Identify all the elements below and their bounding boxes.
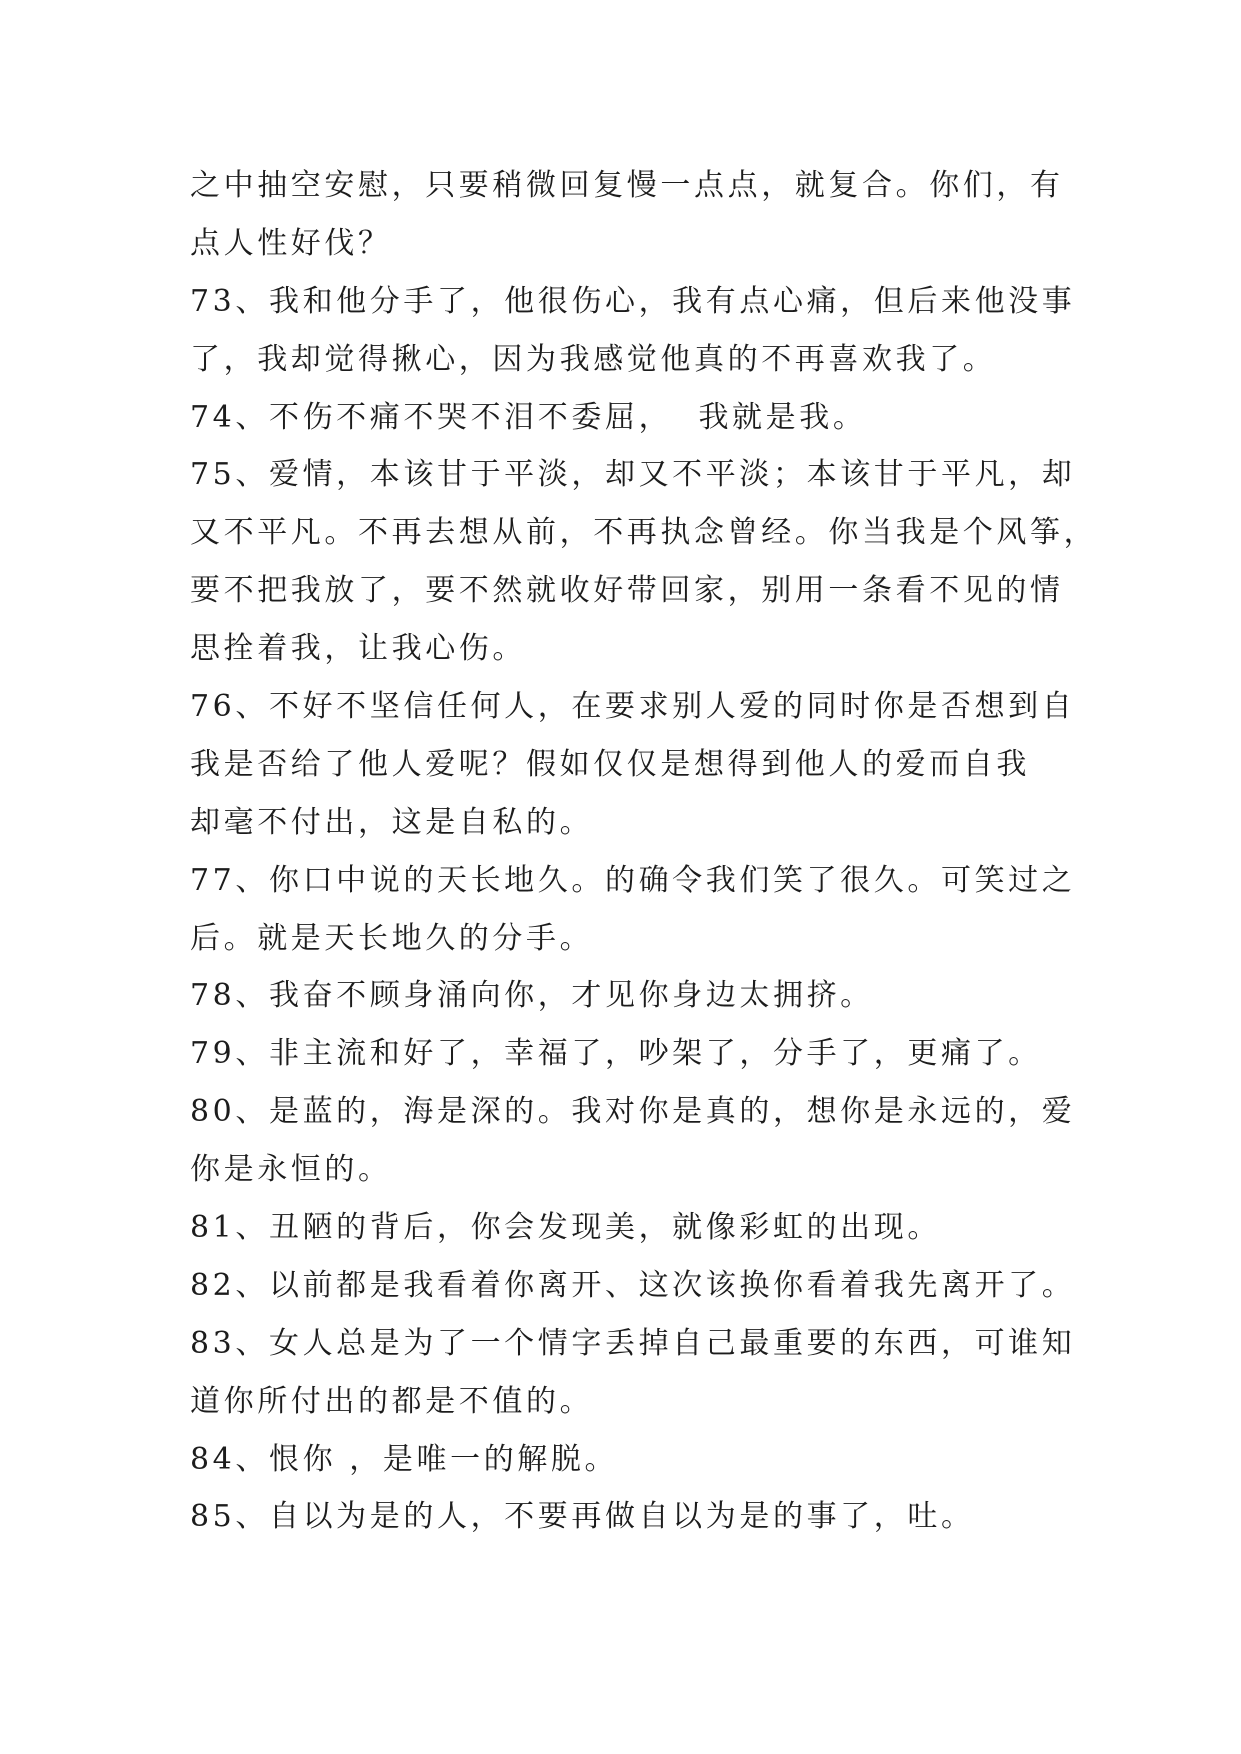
text-line: 85、自以为是的人，不要再做自以为是的事了，吐。 (190, 1499, 975, 1535)
text-line: 79、非主流和好了，幸福了，吵架了，分手了，更痛了。 (190, 1036, 1042, 1072)
text-line: 73、我和他分手了，他很伤心，我有点心痛，但后来他没事 (190, 283, 1076, 319)
text-line: 我是否给了他人爱呢？假如仅仅是想得到他人的爱而自我 (190, 746, 1030, 782)
text-line: 道你所付出的都是不值的。 (190, 1383, 594, 1419)
text-line: 74、不伤不痛不哭不泪不委屈， 我就是我。 (190, 399, 867, 435)
text-line: 75、爱情，本该甘于平淡，却又不平淡；本该甘于平凡，却 (190, 457, 1076, 493)
document-body (190, 157, 1098, 1546)
text-line: 你是永恒的。 (190, 1152, 392, 1188)
text-line: 77、你口中说的天长地久。的确令我们笑了很久。可笑过之 (190, 862, 1076, 898)
text-line: 81、丑陋的背后，你会发现美，就像彩虹的出现。 (190, 1210, 941, 1246)
text-line: 要不把我放了，要不然就收好带回家，别用一条看不见的情 (190, 573, 1064, 609)
text-line: 76、不好不坚信任何人，在要求别人爱的同时你是否想到自 (190, 689, 1076, 725)
text-line: 之中抽空安慰，只要稍微回复慢一点点，就复合。你们，有 (190, 168, 1064, 203)
text-line: 后。就是天长地久的分手。 (190, 920, 594, 956)
text-line: 了，我却觉得揪心，因为我感觉他真的不再喜欢我了。 (190, 341, 997, 377)
text-line: 却毫不付出，这是自私的。 (190, 804, 594, 840)
text-line: 80、是蓝的，海是深的。我对你是真的，想你是永远的，爱 (190, 1094, 1076, 1130)
text-line: 83、女人总是为了一个情字丢掉自己最重要的东西，可谁知 (190, 1325, 1076, 1361)
text-line: 84、恨你 ，是唯一的解脱。 (190, 1441, 619, 1477)
text-line: 82、以前都是我看着你离开、这次该换你看着我先离开了。 (190, 1267, 1076, 1303)
text-line: 思拴着我，让我心伤。 (190, 631, 526, 667)
text-line: 又不平凡。不再去想从前，不再执念曾经。你当我是个风筝， (190, 515, 1098, 551)
text-line: 点人性好伐？ (190, 225, 392, 261)
text-line: 78、我奋不顾身涌向你，才见你身边太拥挤。 (190, 978, 874, 1014)
